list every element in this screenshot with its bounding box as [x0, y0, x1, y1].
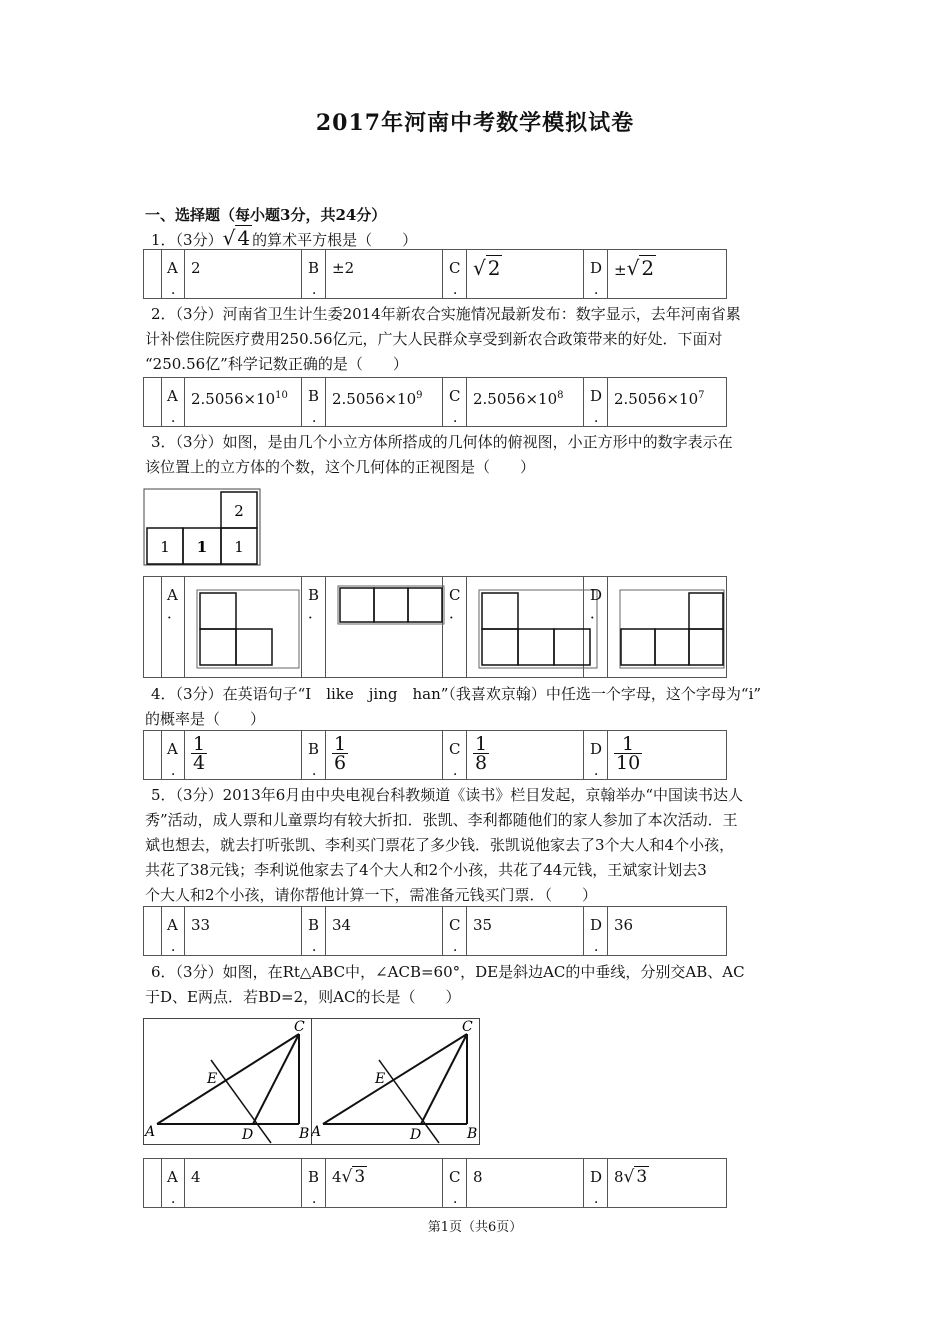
q1-options — [143, 249, 727, 299]
q1-option-d[interactable]: D ． ±√ 2 — [584, 250, 725, 298]
q2-option-b[interactable]: B ． $2.5056\times 10^9$ — [302, 378, 443, 426]
q4-option-b[interactable]: B ． $\frac{1}{6}$ — [302, 731, 443, 779]
q1-number: 1． — [151, 231, 176, 249]
q5-option-a[interactable]: A ． 33 — [161, 907, 302, 955]
q3-option-b[interactable]: B ． — [302, 577, 443, 677]
view-c-figure — [478, 589, 598, 669]
q6-option-d[interactable]: D ． 8√ 3 — [584, 1159, 725, 1207]
q3-option-d[interactable]: D ． — [584, 577, 725, 677]
q4-option-d[interactable]: D ． $\frac{1}{10}$ — [590, 733, 641, 779]
q1-sqrt: √ 4 — [222, 226, 251, 250]
q5-option-b[interactable]: B ． 34 — [302, 907, 443, 955]
svg-text:E: E — [375, 1071, 386, 1087]
page-footer: 第1页（共6页） — [427, 1220, 523, 1235]
q1-text: 的算术平方根是（ ） — [252, 231, 418, 249]
grid-number: 1 — [160, 538, 170, 556]
svg-text:C: C — [462, 1019, 473, 1035]
section-heading: 一、选择题（每小题3分，共24分） — [145, 206, 387, 224]
view-b-figure — [337, 585, 445, 625]
q6-option-b[interactable]: B ． 4√ 3 — [302, 1159, 443, 1207]
top-view-figure — [143, 488, 261, 568]
q3-options — [143, 576, 727, 678]
grid-number: 1 — [196, 538, 208, 556]
q5-options — [143, 906, 727, 956]
view-a-figure — [196, 589, 300, 669]
question-6: 6．（3分）如图，在Rt△ABC中，∠ACB=60°，DE是斜边AC的中垂线，分别交AB、AC 于D、E两点．若BD=2，则AC的长是（ ） — [145, 963, 745, 1006]
q2-option-d[interactable]: D ． $2.5056\times 10^7$ — [584, 378, 725, 426]
svg-text:A: A — [145, 1124, 156, 1140]
q2-option-c[interactable]: C ． $2.5056\times 10^8$ — [443, 378, 584, 426]
q4-option-a[interactable]: A ． $\frac{1}{4}$ — [161, 731, 302, 779]
question-3: 3．（3分）如图，是由几个小立方体所搭成的几何体的俯视图，小正方形中的数字表示在 该位置上的立方体的个数，这个几何体的正视图是（ ） — [145, 433, 733, 476]
svg-text:B: B — [467, 1126, 478, 1142]
q1-option-a[interactable]: A ． 2 — [161, 250, 302, 298]
q4-option-c[interactable]: C ． $\frac{1}{8}$ — [443, 731, 584, 779]
q2-options — [143, 377, 727, 427]
svg-text:C: C — [294, 1019, 305, 1035]
triangle-figure-left — [143, 1018, 313, 1146]
grid-number: 1 — [234, 538, 244, 556]
q6-options — [143, 1158, 727, 1208]
q1-score: （3分） — [175, 231, 223, 249]
q6-option-c[interactable]: C ． 8 — [443, 1159, 584, 1207]
view-d-figure — [619, 589, 725, 669]
q1-option-b[interactable]: B ． ±2 — [302, 250, 443, 298]
svg-text:A: A — [311, 1124, 322, 1140]
svg-text:E: E — [207, 1071, 218, 1087]
q1-option-c[interactable]: C ． √ 2 — [443, 250, 584, 298]
question-2: 2．（3分）河南省卫生计生委2014年新农合实施情况最新发布：数字显示，去年河南省累 计补偿住院医疗费用250.56亿元，广大人民群众享受到新农合政策带来的好处．下面对 “250.56亿”科学记数正确的是（ ） — [145, 305, 741, 373]
q6-option-a[interactable]: A ． 4 — [161, 1159, 302, 1207]
triangle-figure-right — [311, 1018, 481, 1146]
svg-text:B: B — [299, 1126, 310, 1142]
q2-option-a[interactable]: A ． $2.5056\times 10^{10}$ — [161, 378, 302, 426]
q3-option-c[interactable]: C ． — [443, 577, 584, 677]
q4-options — [143, 730, 727, 780]
grid-number: 2 — [234, 502, 244, 520]
page-title: 2017年河南中考数学模拟试卷 — [315, 110, 635, 136]
q3-option-a[interactable]: A ． — [161, 577, 302, 677]
q5-option-d[interactable]: D ． 36 — [584, 907, 725, 955]
svg-text:D: D — [410, 1127, 422, 1143]
question-4: 4．（3分）在英语句子“I like jing han”（我喜欢京翰）中任选一个字母，这个字母为“i” 的概率是（ ） — [145, 685, 762, 728]
svg-text:D: D — [242, 1127, 254, 1143]
q5-option-c[interactable]: C ． 35 — [443, 907, 584, 955]
question-5: 5．（3分）2013年6月由中央电视台科教频道《读书》栏目发起，京翰举办“中国读书达人 秀”活动，成人票和儿童票均有较大折扣．张凯、李利都随他们的家人参加了本次活动．王 斌也想去，就去打听张凯、李利买门票花了多少钱．张凯说他家去了3个大人和4个小孩， 共花了38元钱；李利说他家去了4个大人和2个小孩，共花了44元钱，王斌家计划去3 个大人和2个小孩，请你帮他计算一下，需准备元钱买门票．（ ） — [145, 786, 743, 904]
